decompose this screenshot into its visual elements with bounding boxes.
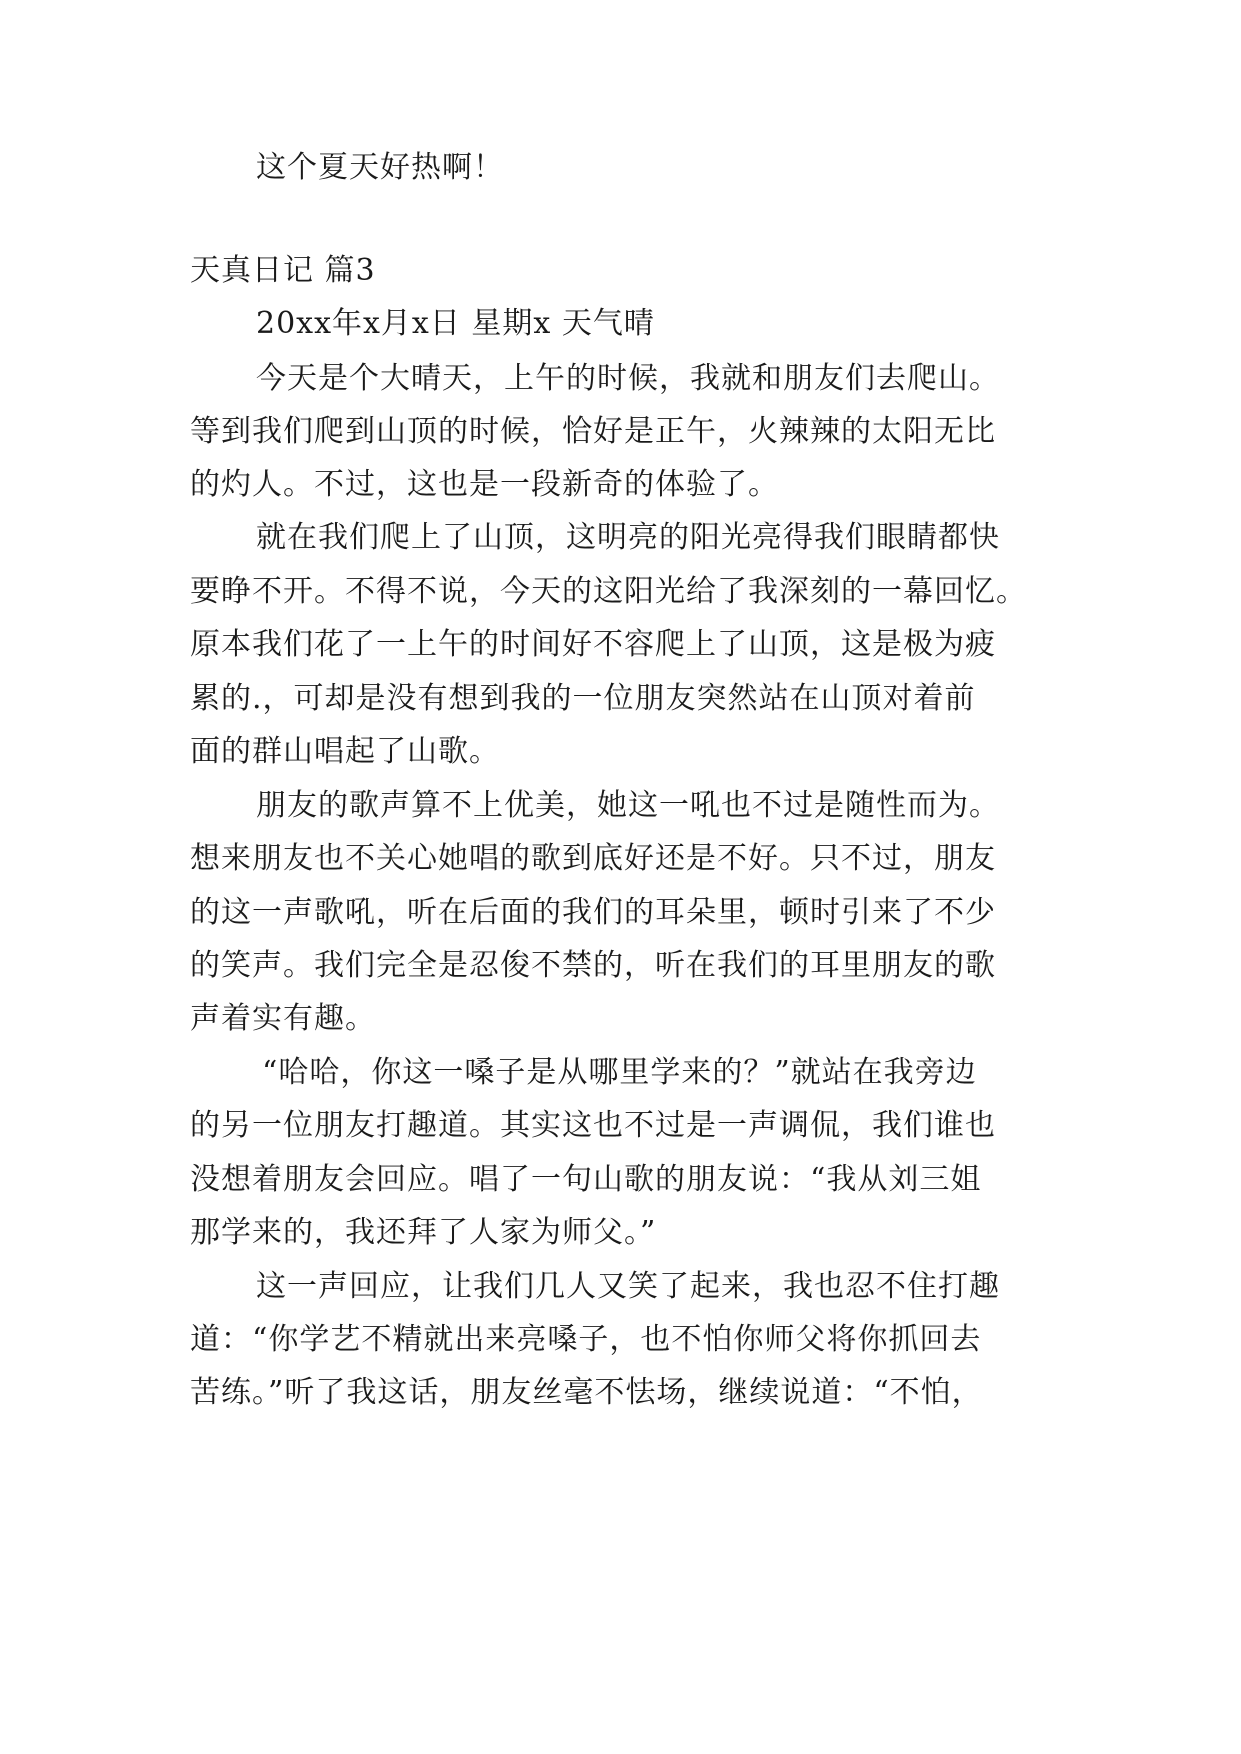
paragraph-line: 等到我们爬到山顶的时候，恰好是正午，火辣辣的太阳无比	[190, 414, 996, 449]
paragraph-line: 累的.，可却是没有想到我的一位朋友突然站在山顶对着前	[190, 681, 976, 716]
paragraph-line: 就在我们爬上了山顶，这明亮的阳光亮得我们眼睛都快	[256, 520, 1000, 555]
paragraph-line: 的灼人。不过，这也是一段新奇的体验了。	[190, 467, 779, 502]
paragraph-line: 面的群山唱起了山歌。	[190, 734, 500, 769]
paragraph-line: 想来朋友也不关心她唱的歌到底好还是不好。只不过，朋友	[190, 841, 996, 876]
paragraph-line: 道：“你学艺不精就出来亮嗓子，也不怕你师父将你抓回去	[190, 1322, 982, 1357]
paragraph-line: 声着实有趣。	[190, 1001, 376, 1036]
section-heading: 天真日记 篇3	[190, 253, 376, 288]
paragraph-line: 没想着朋友会回应。唱了一句山歌的朋友说：“我从刘三姐	[190, 1162, 982, 1197]
paragraph-line: 的笑声。我们完全是忍俊不禁的，听在我们的耳里朋友的歌	[190, 948, 996, 983]
paragraph-line: 的另一位朋友打趣道。其实这也不过是一声调侃，我们谁也	[190, 1108, 996, 1143]
date-line: 20xx年x月x日 星期x 天气晴	[256, 306, 655, 341]
paragraph-line: 朋友的歌声算不上优美，她这一吼也不过是随性而为。	[256, 788, 1000, 823]
paragraph-line: 苦练。”听了我这话，朋友丝毫不怯场，继续说道：“不怕，	[190, 1375, 983, 1410]
paragraph-line: 原本我们花了一上午的时间好不容爬上了山顶，这是极为疲	[190, 627, 996, 662]
paragraph-line: 这一声回应，让我们几人又笑了起来，我也忍不住打趣	[256, 1269, 1000, 1304]
paragraph-line: 那学来的，我还拜了人家为师父。”	[190, 1215, 657, 1250]
paragraph-line: “哈哈，你这一嗓子是从哪里学来的？”就站在我旁边	[262, 1055, 977, 1090]
closing-line: 这个夏天好热啊！	[256, 150, 504, 185]
paragraph-line: 要睁不开。不得不说，今天的这阳光给了我深刻的一幕回忆。	[190, 574, 1027, 609]
paragraph-line: 的这一声歌吼，听在后面的我们的耳朵里，顿时引来了不少	[190, 895, 996, 930]
paragraph-line: 今天是个大晴天，上午的时候，我就和朋友们去爬山。	[256, 361, 1000, 396]
